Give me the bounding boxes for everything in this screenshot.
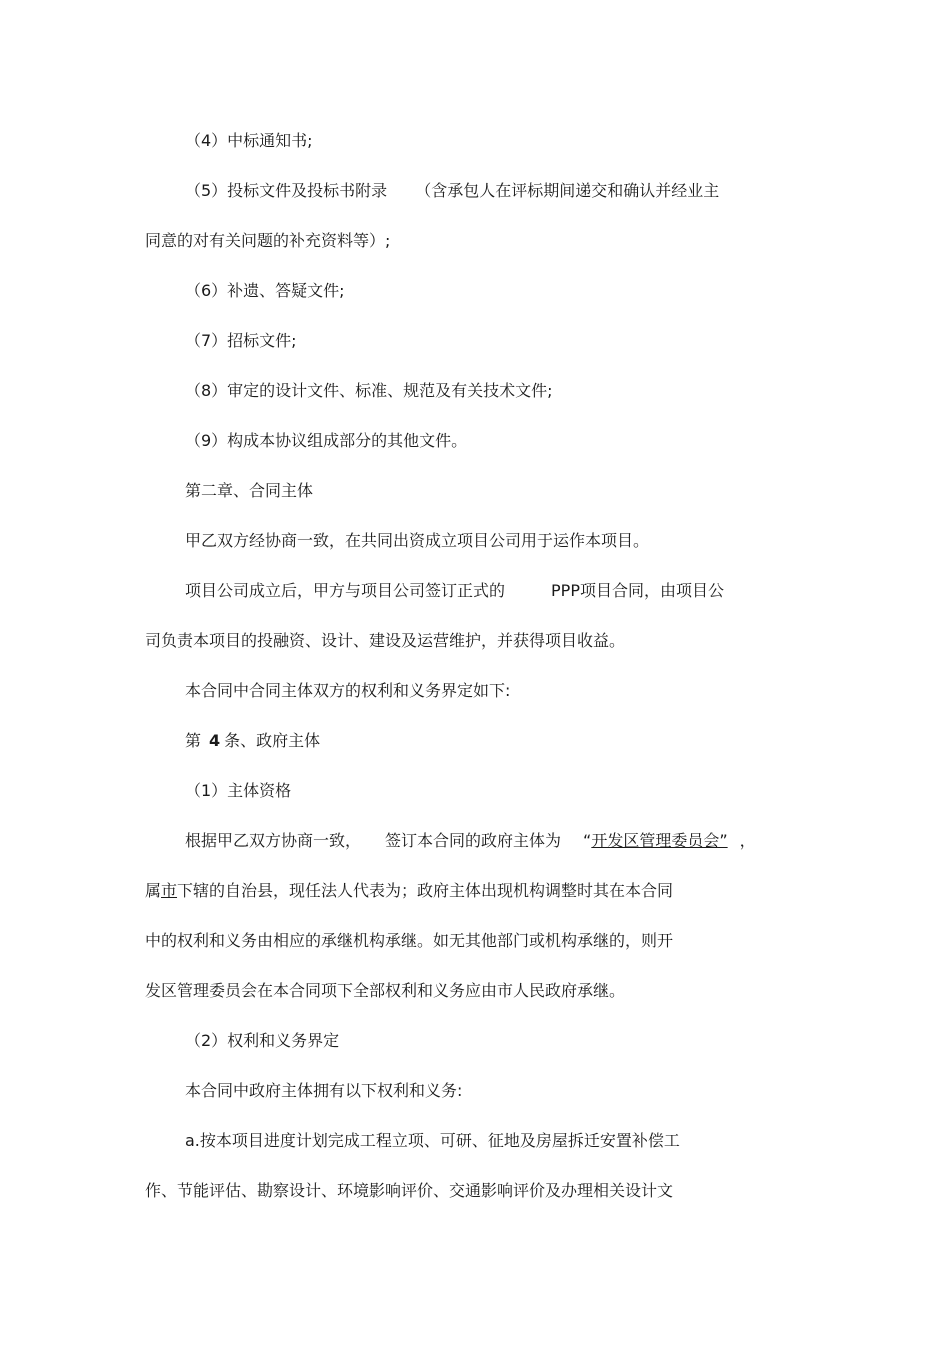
text: 本合同中合同主体双方的权利和义务界定如下: xyxy=(185,681,511,700)
paragraph xyxy=(185,580,724,602)
text: 发区管理委员会在本合同项下全部权利和义务应由市人民政府承继。 xyxy=(145,981,626,1000)
text: （含承包人在评标期间递交和确认并经业主 xyxy=(415,181,720,200)
text: 下辖的自治县，现任法人代表为；政府主体出现机构调整时其在本合同 xyxy=(177,881,674,900)
text: a.按本项目进度计划完成工程立项、可研、征地及房屋拆迁安置补偿工 xyxy=(185,1131,680,1150)
text: 第 xyxy=(185,731,202,750)
text: 根据甲乙双方协商一致， xyxy=(185,831,362,850)
text: （8）审定的设计文件、标准、规范及有关技术文件; xyxy=(185,381,553,400)
list-item-6 xyxy=(185,280,345,302)
text: 中的权利和义务由相应的承继机构承继。如无其他部门或机构承继的，则开 xyxy=(145,931,674,950)
list-item-9 xyxy=(185,430,467,452)
city-blank: 市 xyxy=(161,881,178,900)
list-item-4 xyxy=(185,130,313,152)
section-heading xyxy=(185,780,291,802)
paragraph xyxy=(185,830,756,852)
list-item-7 xyxy=(185,330,297,352)
text: （2）权利和义务界定 xyxy=(185,1031,340,1050)
article-heading xyxy=(185,730,320,752)
paragraph-continued xyxy=(145,1180,673,1202)
text: 本合同中政府主体拥有以下权利和义务: xyxy=(185,1081,463,1100)
government-entity-name: 开发区管理委员会” xyxy=(591,831,728,850)
text: 甲乙双方经协商一致，在共同出资成立项目公司用于运作本项目。 xyxy=(185,531,650,550)
paragraph xyxy=(185,1080,462,1102)
text: “ xyxy=(583,831,592,850)
chapter-heading xyxy=(185,480,313,502)
text: （4）中标通知书; xyxy=(185,131,313,150)
text: （9）构成本协议组成部分的其他文件。 xyxy=(185,431,468,450)
text: （1）主体资格 xyxy=(185,781,292,800)
text: 司负责本项目的投融资、设计、建设及运营维护，并获得项目收益。 xyxy=(145,631,626,650)
text: 第二章、合同主体 xyxy=(185,481,314,500)
paragraph-continued xyxy=(145,930,673,952)
text: 条、政府主体 xyxy=(224,731,321,750)
text: （7）招标文件; xyxy=(185,331,297,350)
list-item-8 xyxy=(185,380,553,402)
text: PPP项目合同，由项目公 xyxy=(551,581,724,600)
text: 属 xyxy=(145,881,162,900)
paragraph xyxy=(185,680,510,702)
list-item-5-continued xyxy=(145,230,390,252)
text: 项目公司成立后，甲方与项目公司签订正式的 xyxy=(185,581,506,600)
paragraph-continued xyxy=(145,980,625,1002)
paragraph-continued xyxy=(145,880,673,902)
text: （6）补遗、答疑文件; xyxy=(185,281,345,300)
text: 签订本合同的政府主体为 xyxy=(385,831,562,850)
section-heading xyxy=(185,1030,339,1052)
text: 同意的对有关问题的补充资料等）; xyxy=(145,231,391,250)
paragraph-continued xyxy=(145,630,625,652)
paragraph xyxy=(185,1130,680,1152)
article-number: 4 xyxy=(209,731,221,750)
text: ， xyxy=(739,831,756,850)
list-item-5 xyxy=(185,180,719,202)
paragraph xyxy=(185,530,649,552)
text: 作、节能评估、勘察设计、环境影响评价、交通影响评价及办理相关设计文 xyxy=(145,1181,674,1200)
text: （5）投标文件及投标书附录 xyxy=(185,181,388,200)
